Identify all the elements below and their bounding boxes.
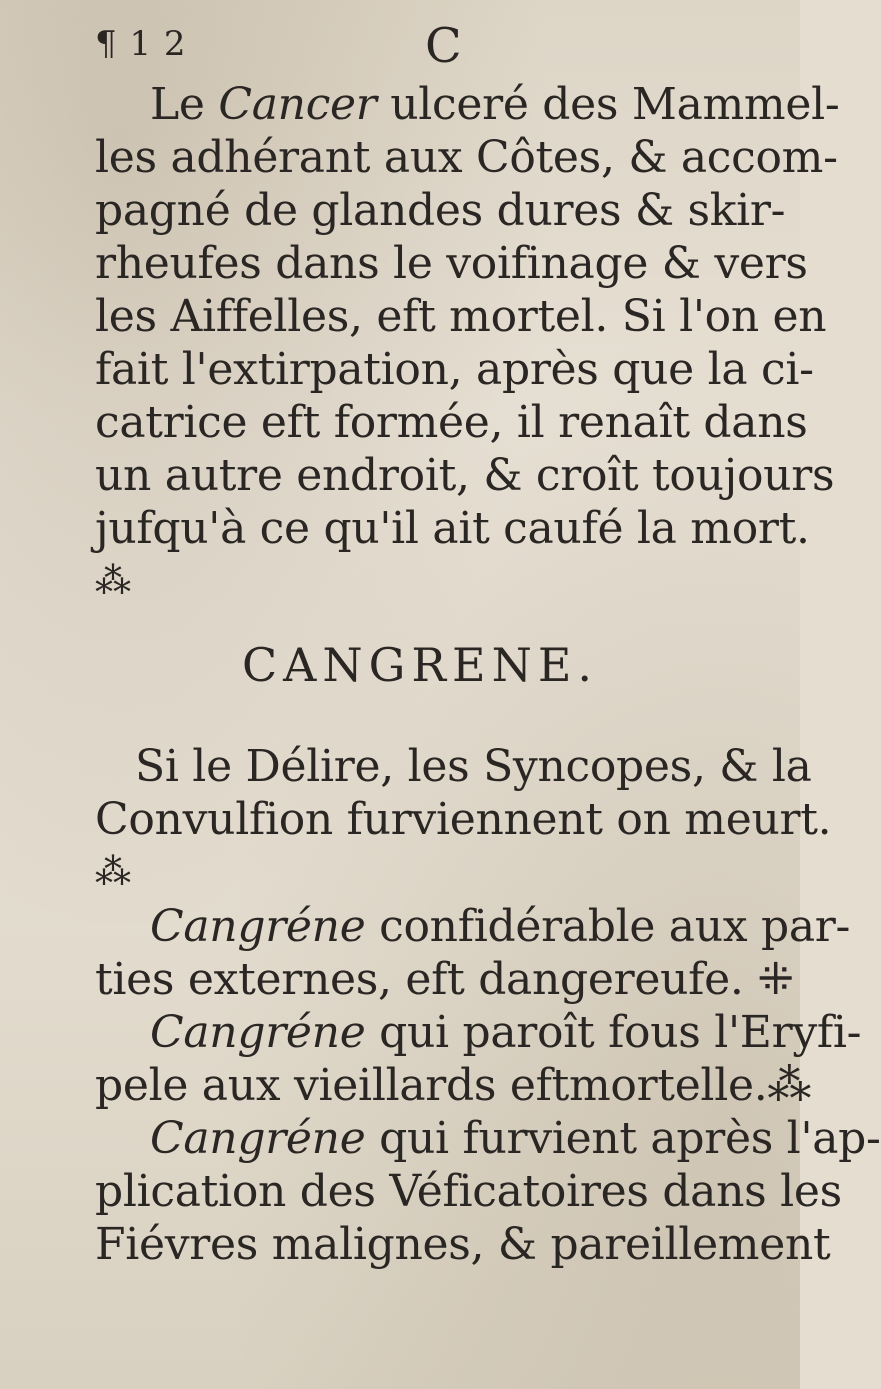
paragraph-cangrene-vesicatoires: [0, 1112, 881, 1271]
text-line: [0, 78, 840, 131]
text-span: confidérable aux par-: [365, 901, 851, 952]
text-line: pagné de glandes dures & skir-: [95, 185, 786, 236]
text-line: plication des Véficatoires dans les: [95, 1166, 842, 1217]
text-line: ties externes, eft dangereufe. ⁜: [95, 954, 794, 1005]
paragraph-cangrene-externes: [0, 900, 851, 1006]
paragraph-cangrene-erysipele: [0, 1006, 862, 1112]
text-line: un autre endroit, & croît toujours: [95, 450, 835, 501]
italic-term: Cangréne: [150, 1113, 366, 1164]
text-line: jufqu'à ce qu'il ait caufé la mort.: [95, 503, 810, 554]
end-ornament: ⁂: [95, 561, 127, 602]
text-line: Si le Délire, les Syncopes, & la: [135, 741, 812, 792]
italic-term: Cancer: [218, 79, 377, 130]
text-line: fait l'extirpation, après que la ci-: [95, 344, 814, 395]
section-heading: CANGRENE.: [241, 638, 599, 692]
page-header: [95, 18, 715, 74]
text-span: qui paroît fous l'Eryfi-: [365, 1007, 862, 1058]
text-line: [0, 900, 851, 953]
text-span: Le: [150, 79, 219, 130]
end-ornament: ⁂: [95, 852, 127, 893]
text-line: les Aiffelles, eft mortel. Si l'on en: [95, 291, 827, 342]
italic-term: Cangréne: [150, 1007, 366, 1058]
text-span: ulceré des Mammel-: [376, 79, 840, 130]
paragraph-delire: [0, 740, 832, 899]
signature-mark: C: [425, 18, 462, 74]
text-line: Convulfion furviennent on meurt.: [95, 794, 832, 845]
text-line: [0, 1006, 862, 1059]
italic-term: Cangréne: [150, 901, 366, 952]
text-line: pele aux vieillards eftmortelle.⁂: [95, 1060, 812, 1111]
text-span: qui furvient après l'ap-: [365, 1113, 881, 1164]
paragraph-cancer: [0, 78, 840, 608]
folio-number: ¶ 1 2: [95, 24, 187, 64]
text-line: les adhérant aux Côtes, & accom-: [95, 132, 838, 183]
text-line: [0, 1112, 881, 1165]
text-line: Fiévres malignes, & pareillement: [95, 1219, 831, 1270]
text-line: catrice eft formée, il renaît dans: [95, 397, 808, 448]
text-line: rheufes dans le voifinage & vers: [95, 238, 808, 289]
